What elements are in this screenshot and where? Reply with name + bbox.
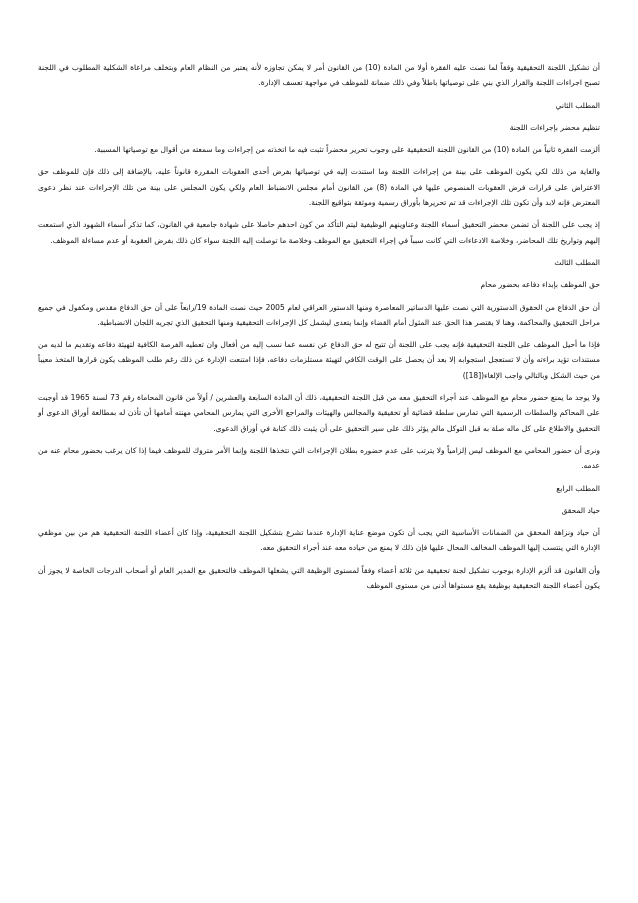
document-page xyxy=(38,60,600,600)
paragraph: إذ يجب على اللجنة أن تضمن محضر التحقيق أسماء اللجنة وعناوينهم الوظيفية ليتم التأكد من كون احدهم حاصلا على شهادة جامعية في القانون، كما تذكر أسماء الشهود الذي استمعت إليهم وتواريخ تلك المحاضر، وخلاصة الادعاءات التي كانت سبباً في إجراء التحقيق مع الموظف وخلاصة ما توصلت إليه اللجنة سواء كان ذلك بفرض العقوبة أو عدم مساءلة الموظف. xyxy=(38,220,600,245)
paragraph: أن حق الدفاع من الحقوق الدستورية التي نصت عليها الدساتير المعاصرة ومنها الدستور العراقي لعام 2005 حيث نصت المادة 19/رابعاً على أن حق الدفاع مقدس ومكفول في جميع مراحل التحقيق والمحاكمة، وهنا لا يقتصر هذا الحق عند المثول أمام القضاء وإنما يتعدى ليشمل كل الإجراءات التحقيقية ومنها التحقيق الذي تجريه اللجان الانضباطية. xyxy=(38,302,601,327)
section-heading: المطلب الرابع xyxy=(556,483,600,493)
section-heading: المطلب الثالث xyxy=(554,257,600,267)
section-subheading: حياد المحقق xyxy=(561,505,600,515)
paragraph: ولا يوجد ما يمنع حضور محام مع الموظف عند أجراء التحقيق معه من قبل اللجنة التحقيقية، ذلك أن المادة السابعة والعشرين / أولاً من قانون المحاماة رقم 73 لسنة 1965 قد أوجبت على المحاكم والسلطات الرسمية التي تمارس سلطة قضائية أو تحقيقية والمجالس والهيئات والمراجع الأخرى التي يمارس المحامي مهنته أمامها أن تأذن له بمطالعة أوراق الدعوى أو التحقيق والاطلاع على كل ماله صلة به قبل التوكل مالم يؤثر ذلك على سير التحقيق على أن يثبت ذلك كتابة في أوراق الدعوى. xyxy=(38,393,600,433)
paragraph: ألزمت الفقرة ثانياً من المادة (10) من القانون اللجنة التحقيقية على وجوب تحرير محضراً تثبت فيه ما اتخذته من إجراءات وما سمعته من أقوال مع توصياتها المسببة. xyxy=(94,145,600,155)
paragraph: ونرى أن حضور المحامي مع الموظف ليس إلزامياً ولا يترتب على عدم حضوره بطلان الإجراءات التي تتخذها اللجنة وإنما الأمر متروك للموظف فيما إذا كان يرغب بحضور محام عنه من عدمه. xyxy=(38,445,600,471)
section-subheading: تنظيم محضر بإجراءات اللجنة xyxy=(509,122,600,132)
paragraph: أن حياد ونزاهة المحقق من الضمانات الأساسية التي يجب أن تكون موضع عناية الإدارة عندما تشرع بتشكيل اللجنة التحقيقية، وإذا كان أعضاء اللجنة التحقيقية هم من بين موظفي الإدارة التي ينتسب إليها الموظف المخالف المحال عليها فإن ذلك لا يمنع من حياده معه عند أجراء التحقيق معه. xyxy=(38,528,600,553)
paragraph: فإذا ما أحيل الموظف على اللجنة التحقيقية فإنه يجب على اللجنة أن تتيح له حق الدفاع عن نفسه عما نسب إليه من أفعال وان تعطيه الفرصة الكافية لتهيئة دفاعه وتقديم ما لديه من مستندات تؤيد براءته وأن لا تستعجل استجوابه إلا بعد أن يحصل على الوقت الكافي لتهيئة مستلزمات دفاعه، فإذا امتنعت الإدارة عن ذلك رغم طلب الموظف يكون قرارها المتخذ معيباً من حيث الشكل وبالتالي واجب الإلغاء([18]) xyxy=(38,340,600,380)
section-subheading: حق الموظف بإبداء دفاعه بحضور محام xyxy=(480,280,600,290)
paragraph: والغاية من ذلك لكي يكون الموظف على بينة من إجراءات اللجنة وما استندت إليه في توصياتها بفرض أحدى العقوبات المقررة قانوناً عليه، بالإضافة إلى ذلك فإن للموظف حق الاعتراض على قرارات فرض العقوبات المنصوص عليها في المادة (8) من القانون أمام مجلس الانضباط العام ولكي يكون المجلس على بينة من تلك الإجراءات عند نظر دعوى المعترض فإنه لابد وأن تكون تلك الإجراءات قد تم تحريرها بأوراق رسمية وموثقة بتواقيع اللجنة. xyxy=(38,167,601,208)
paragraph: وأن القانون قد ألزم الإدارة بوجوب تشكيل لجنة تحقيقية من ثلاثة أعضاء وفقاً لمستوى الوظيفة التي يشغلها الموظف فالتحقيق مع المدير العام أو أصحاب الدرجات الخاصة لا يجوز أن يكون أعضاء اللجنة التحقيقية بوظيفة يقع مستواها أدنى من مستوى الموظف xyxy=(38,565,600,591)
paragraph: أن تشكيل اللجنة التحقيقية وفقاً لما نصت عليه الفقرة أولا من المادة (10) من القانون أمر لا يمكن تجاوزه لأنه يعتبر من النظام العام وبتخلف مراعاة الشكلية المطلوب في اللجنة تصبح اجراءات اللجنة والقرار الذي بني على توصياتها باطلاً وفي ذلك ضمانة للموظف في مواجهة تعسف الإدارة. xyxy=(38,63,600,88)
section-heading: المطلب الثاني xyxy=(555,100,600,110)
